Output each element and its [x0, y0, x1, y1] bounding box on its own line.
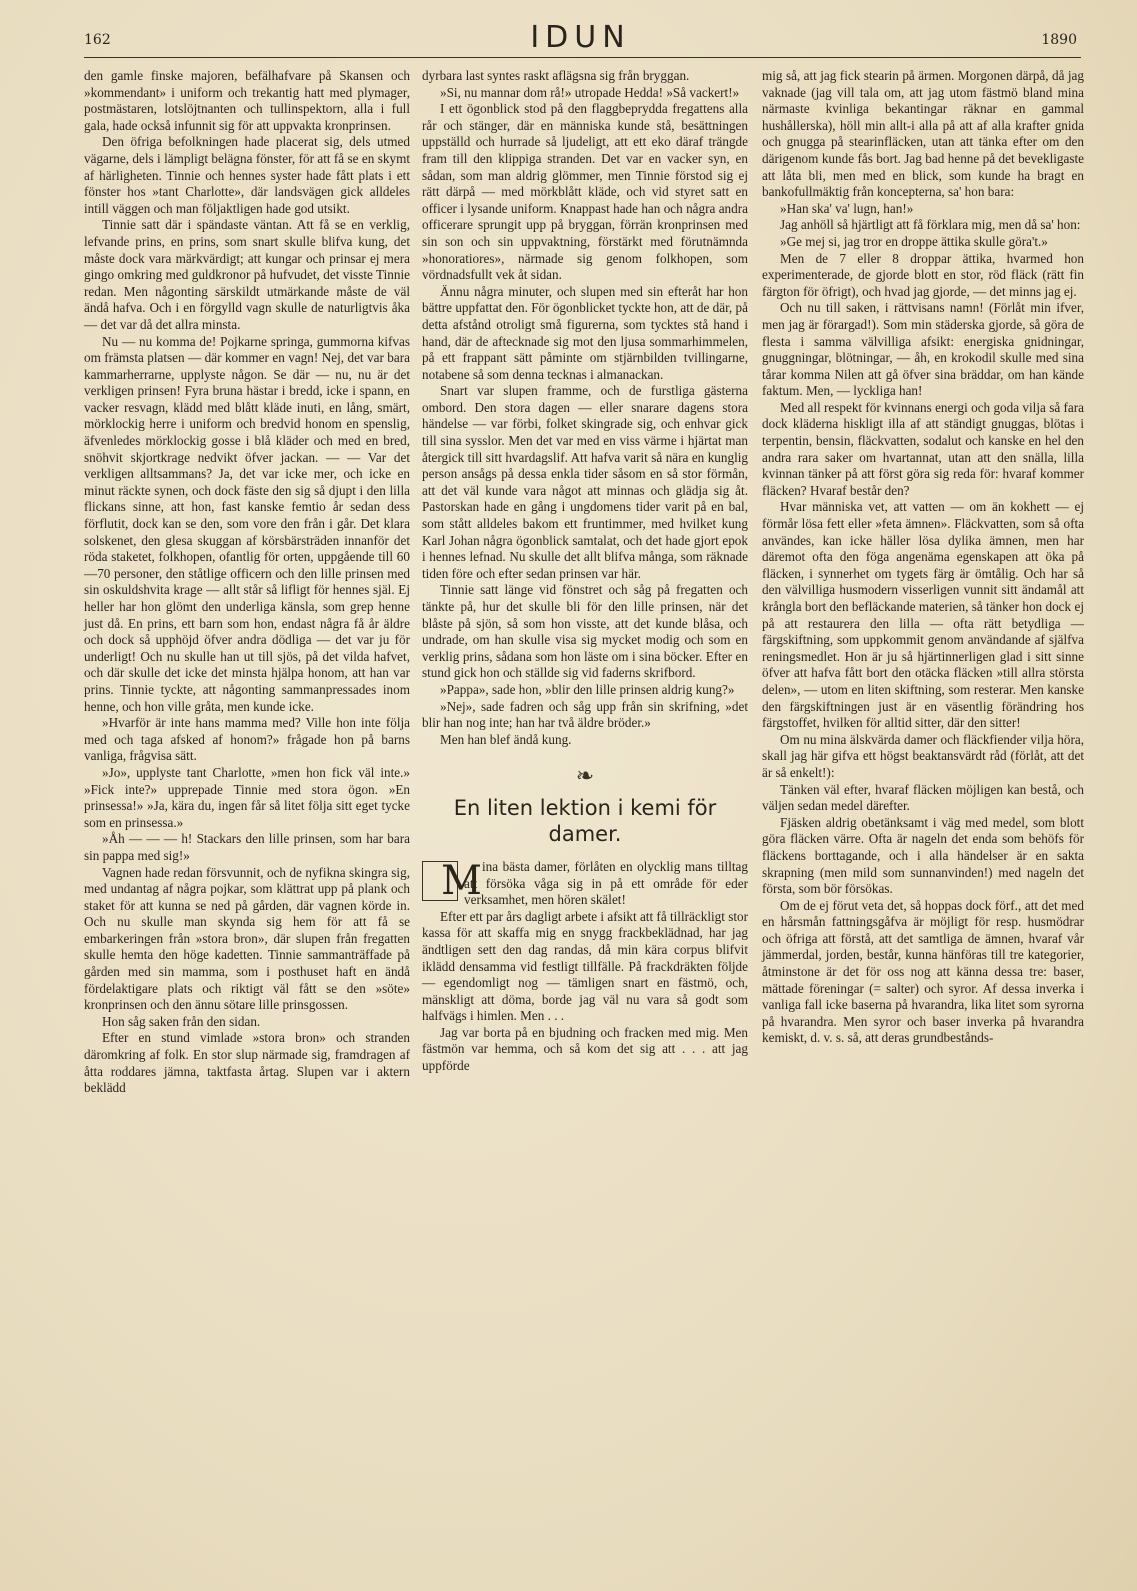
paragraph: Vagnen hade redan försvunnit, och de nyfikna skingra sig, med undantag af några pojkar, som klättrat upp på plank och staket för att kunna se ned på gården, där vagnen körde in. Och nu skulle man skynda sig hem för att få se embarkeringen från »stora bron», där slupen från fregatten skulle hemta den höge kadetten. Tinnie sammanträffade på gården med sin mamma, som i posthuset haft en ändå fördelaktigare plats och riktigt väl fått se den »söte» kronprinsen och den ännu sötare lille prinsgossen.: [84, 864, 410, 1013]
paragraph: »Jo», upplyste tant Charlotte, »men hon fick väl inte.» »Fick inte?» upprepade Tinnie med stora ögon. »En prinsessa!» »Ja, kära du, ingen får så litet följa sitt eget tycke som en prinsessa.»: [84, 764, 410, 830]
paragraph: Ännu några minuter, och slupen med sin efteråt har hon bättre uppfattat den. För ögonblicket tyckte hon, att de där, på detta afstånd otroligt små figurerna, som tycktes stå hand i hand, där de aftecknade sig mot den ljusa sommarhimmelen, på ett frappant sätt påminte om stjärnbilden tvillingarne, notabene så som denna tecknas i almanackan.: [422, 283, 748, 382]
paragraph: Den öfriga befolkningen hade placerat sig, dels utmed vägarne, dels i lämpligt belägna fönster, för att få se en skymt af härligheten. Tinnie och hennes syster hade fått plats i ett fönster hos »tant Charlotte», där landsvägen gick alldeles intill väggen och man följaktligen hade god utsikt.: [84, 134, 410, 216]
page-number: 162: [84, 32, 111, 48]
paragraph: »Nej», sade fadren och såg upp från sin skrifning, »det blir han nog inte; han har två äldre bröder.»: [422, 698, 748, 731]
paragraph: I ett ögonblick stod på den flaggbeprydda fregattens alla rår och stänger, där en människa kunde stå, besättningen uppställd och hurrade så ljudeligt, att ett eko däraf trängde fram till den klippiga stranden. Det var en vacker syn, en sådan, som man aldrig glömmer, men Tinnie förstod sig ej rätt därpå — med mörkblått kläde, och vid styret satt en officer i lysande uniform. Knappast hade han och några andra officerare sprungit upp på bryggan, förrän kronprinsen med sin son och sin uppvaktning, förstärkt med förutnämnda »honoratiores», närmade sig genom folkhopen, som vördnadsfullt vek åt sidan.: [422, 101, 748, 283]
column-3: [762, 68, 1084, 1047]
paragraph: ina bästa damer, förlåten en olycklig mans tilltag att försöka våga sig in på ett område för eder verksamhet, men hören skälet!: [464, 858, 748, 908]
paragraph: Efter ett par års dagligt arbete i afsikt att få tillräckligt stor kassa för att skaffa mig en snygg frackbeklädnad, har jag ändtligen sett den dag randas, då min kära corpus blifvit iklädd densamma vid festligt tillfälle. På frackdräkten följde — egendomligt nog — tämligen snart en fästmö, och, mänskligt att döma, borde jag väl nu vara så godt som halfvägs i himlen. Men . . .: [422, 908, 748, 1024]
column-1: [84, 68, 410, 1097]
issue-year: 1890: [1041, 32, 1077, 48]
header-rule: [84, 57, 1081, 58]
paragraph: Fjäsken aldrig obetänksamt i väg med medel, som blott göra fläcken värre. Ofta är nageln det enda som behöfs för fläckens borttagande, och i alla händelser är en sakta skrapning (men mild som sunnanvinden!) med nageln det första, som bör försökas.: [762, 814, 1084, 897]
paragraph: den gamle finske majoren, befälhafvare på Skansen och »kommendant» i uniform och trekantig hatt med plymager, postmästaren, lotslöjtnanten och tullinspektorn, alla i full gala, hade också infunnit sig för att uppvakta kronprinsen.: [84, 68, 410, 133]
paragraph: Men han blef ändå kung.: [440, 731, 572, 747]
paragraph: Efter en stund vimlade »stora bron» och stranden däromkring af folk. En stor slup närmade sig, framdragen af åtta roddares jämna, taktfasta årtag. Slupen var i aktern beklädd: [84, 1030, 410, 1096]
paragraph: Snart var slupen framme, och de furstliga gästerna ombord. Den stora dagen — eller snarare dagens stora händelse — var förbi, folket skingrade sig, och enhvar gick till sina sysslor. Men det var med en viss värme i hjärtat man återgick till sitt hvardagslif. Att hafva varit så nära en kunglig person ansågs på dessa enkla tider såsom en så stor förmån, att det väl kunde vara något att minnas och glädja sig åt. Pastorskan hade en gång i ungdomens tider varit på en bal, som stått alldeles bakom ett fruntimmer, med hvilket kung Karl Johan några ögonblick samtalat, och det hade gjort epok i hennes lefnad. Nu skulle det allt blifva många, som räknade tiden före och efter sedan prinsen var här.: [422, 383, 748, 581]
paragraph: Hon såg saken från den sidan.: [102, 1013, 261, 1029]
paragraph: Och nu till saken, i rättvisans namn! (Förlåt min ifver, men jag är förargad!). Som min städerska gjorde, så göra de flesta i samma välvilliga afsikt: energiska gnidningar, gnuggningar, blötningar, — åh, en krokodil skulle med sina tårar komma Nilen att gå öfver sina bräddar, om han kände faktum. Men, — lyckliga han!: [762, 300, 1084, 399]
paragraph: Om de ej förut veta det, så hoppas dock förf., att det med en hårsmån fattningsgåfva är möjligt för resp. husmödrar och öfriga att förstå, att det samtliga de ämnen, hvaraf vår jämmerdal, jorden, består, kunna hänföras till tre kategorier, åtminstone är det för oss nog att känna dessa tre: baser, mättade föreningar (= salter) och syror. Af dessa inverka i vanliga fall icke baserna på hvarandra, lika litet som syrorna på hvarandra. Men syror och baser inverka på hvarandra kemiskt, d. v. s. så, att deras grundbestånds-: [762, 897, 1084, 1046]
paragraph: mig så, att jag fick stearin på ärmen. Morgonen därpå, då jag vaknade (jag vill tala om, att jag utom fästmö bland mina närmaste kvinliga bekantingar räknar en gammal hushållerska), höll min allt-i alla på att af alla krafter gnida och gnugga på stearinfläcken, utan att tänka efter om den därigenom kunde fås bort. Jag bad henne på det bevekligaste att låta bli, men med en blick, som kunde ha bragt en bankofullmäktig från koncepterna, sa' hon bara:: [762, 68, 1084, 200]
paragraph: Nu — nu komma de! Pojkarne springa, gummorna kifvas om främsta platsen — där kommer en vagn! Nej, det var bara kammarherrarne, upplyste någon. Se där — nu, nu är det verkligen prinsen! Fyra bruna hästar i bredd, icke i spann, en vacker resvagn, klädd med blått kläde inuti, en lång, smärt, mörklockig herre i uniform och bredvid honom en spenslig, äfvenledes mörklockig gosse i blå kläder och med en bred, snöhvit skjortkrage nedvikt öfver jackan. — — Var det verkligen alltsammans? Ja, det var icke mer, och icke en minut räckte synen, och dock fäste den sig så djupt i den lilla flickans sinne, att hon, fast kanske femtio år sedan dess förflutit, dock kan se den, som vore den från i går. Det klara solskenet, den glesa skuggan af körsbärsträden innanför det röda staketet, folkhopen, ofantlig för orten, uppgående till 60—70 personer, den ståtlige officern och den lille prinsen med sin oskuldshvita krage — allt står så lifligt för hennes själ. Ej heller har hon glömt den underliga känsla, som grep henne just då. En prins, ett barn som hon, endast några få år äldre och dock så upphöjd öfver andra dödliga — det var ju för underligt! Och nu skulle han ut till sjös, på det vilda hafvet, och där skulle det icke det minsta hjälpa honom, att han var prins. Tinnie tyckte, att någonting sammanpressades inom henne, och hon ville gråta, men kunde icke.: [84, 333, 410, 714]
paragraph: Tänken väl efter, hvaraf fläcken möjligen kan bestå, och väljen sedan medel därefter.: [762, 781, 1084, 814]
paragraph: »Åh — — — h! Stackars den lille prinsen, som har bara sin pappa med sig!»: [84, 831, 410, 863]
leaf-ornament-icon: ❧: [575, 763, 595, 789]
paragraph: »Han ska' va' lugn, han!»: [780, 200, 914, 216]
paragraph: Om nu mina älskvärda damer och fläckfiender vilja höra, skall jag här gifva ett högst beaktansvärdt råd (förlåt, att det är så enkelt!):: [762, 731, 1084, 780]
paragraph: Med all respekt för kvinnans energi och goda vilja så fara dock kläderna hiskligt illa af att ständigt gnuggas, blötas i terpentin, bensin, fläckvatten, sodalut och kanske en hel den andra rara saker om hvartannat, utan att den snälla, lilla kvinnan tänker på att först göra sig reda för: hvaraf kommer fläcken? Hvaraf består den?: [762, 399, 1084, 498]
paragraph: »Hvarför är inte hans mamma med? Ville hon inte följa med och taga afsked af honom?» frågade hon på barns vanliga, frågvisa sätt.: [84, 715, 410, 764]
article-title: En liten lektion i kemi för damer.: [453, 795, 717, 846]
paragraph: Men de 7 eller 8 droppar ättika, hvarmed hon experimenterade, de gjorde blott en stor, röd fläck (rätt fin färgton för öfrigt), och hvad jag gjorde, — det minns jag ej.: [762, 250, 1084, 299]
paragraph: dyrbara last syntes raskt aflägsna sig från bryggan.: [422, 68, 690, 83]
paragraph: »Ge mej si, jag tror en droppe ättika skulle göra't.»: [780, 233, 1048, 249]
paragraph: Tinnie satt där i spändaste väntan. Att få se en verklig, lefvande prins, en prins, som snart skulle blifva kung, det måste dock vara märkvärdigt; att kungar och prinsar ej mera gingo omkring med guldkronor på hufvudet, det visste Tinnie redan. Men någonting särskildt utmärkande måste de väl ändå hafva. Och i en förgylld vagn skulle de naturligtvis åka — det var då det allra minsta.: [84, 217, 410, 332]
column-2: [422, 68, 748, 1075]
paragraph: Jag anhöll så hjärtligt att få förklara mig, men då sa' hon:: [780, 217, 1081, 233]
paragraph: Jag var borta på en bjudning och fracken med mig. Men fästmön var hemma, och så kom det sig att . . . att jag uppförde: [422, 1024, 748, 1074]
paragraph: »Pappa», sade hon, »blir den lille prinsen aldrig kung?»: [440, 681, 735, 697]
article-intro: [422, 859, 748, 909]
drop-cap: M: [422, 861, 458, 901]
paragraph: »Si, nu mannar dom rå!» utropade Hedda! »Så vackert!»: [440, 84, 740, 100]
paragraph: Tinnie satt länge vid fönstret och såg på fregatten och tänkte på, hur det skulle bli för den lille prinsen, när det blåste på sjön, så som hon visste, att det kunde blåsa, och undrade, om han skulle visa sig mycket modig och som en verklig prins, sådana som hon läste om i sina böcker. Efter en stund gick hon och ställde sig vid faderns skrifbord.: [422, 582, 748, 681]
paragraph: Hvar människa vet, att vatten — om än kokhett — ej förmår lösa fett eller »feta ämnen». Fläckvatten, som så ofta användes, kan icke häller lösa dylika ämnen, men har däremot ofta den föga angenäma egenskapen att öka på fläcken, i synnerhet om tygets färg är ömtålig. Och har så den välvilliga husmodern visserligen vunnit sitt ändamål att krångla bort den befläckande materien, så tänker hon dock ej på att restaurera den lilla — ofta rätt betydliga — färgskiftning, som uppkommit genom användande af själfva reningsmedlet. Hon är ju så hjärtinnerligen glad i sitt sinne öfver att hafva fått bort den otäcka fläcken »till allra största delen», — utom en liten skiftning, som resterar. Men kanske den färgskiftningen just är en väsentlig förändring hos färgstoffet, hvilken för alltid sitter, där den sitter!: [762, 499, 1084, 731]
magazine-title: IDUN: [530, 20, 631, 55]
page-header: [84, 18, 1077, 58]
